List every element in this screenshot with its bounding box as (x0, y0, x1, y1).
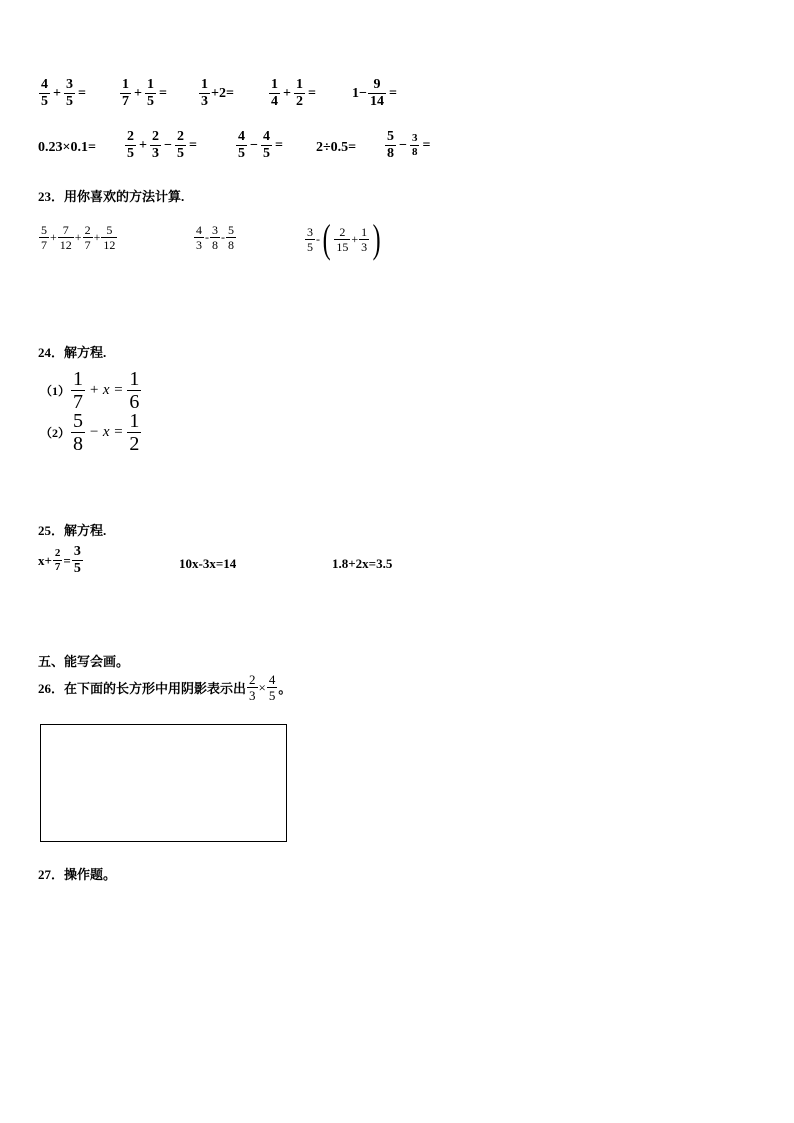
fraction: $\frac{1}{3}$ (201, 77, 208, 109)
fraction: $\frac{1}{3}$ (361, 224, 368, 254)
calc-item-8: $\frac{4}{5}$ − $\frac{4}{5}$ = (238, 129, 283, 161)
calc-item-2: $\frac{1}{7}$ + $\frac{1}{5}$ = (122, 77, 167, 109)
q25-equation-2: 10x-3x=14 (179, 556, 237, 571)
question-26-title: 26．在下面的长方形中用阴影表示出 $\frac{2}{3}$ × $\frac{4}{5}$ 。 (38, 672, 292, 703)
fraction: $\frac{4}{5}$ (262, 129, 270, 161)
q25-equation-1: x+ $\frac{2}{7}$ = $\frac{3}{5}$ (38, 544, 81, 576)
fraction: $\frac{5}{8}$ (387, 129, 394, 161)
fraction: $\frac{7}{12}$ (59, 223, 72, 252)
fraction: $\frac{2}{5}$ (176, 129, 184, 161)
fraction: $\frac{4}{3}$ (196, 223, 202, 252)
fraction: $\frac{4}{5}$ (268, 672, 276, 703)
calc-item-10: $\frac{5}{8}$ − $\frac{3}{8}$ = (387, 129, 431, 161)
fraction: $\frac{1}{2}$ (129, 410, 140, 455)
fraction: $\frac{5}{8}$ (73, 410, 84, 455)
fraction: $\frac{4}{5}$ (238, 129, 245, 161)
fraction: $\frac{1}{7}$ (73, 368, 84, 413)
question-27-title: 27．操作题。 (38, 867, 117, 882)
calc-item-7: $\frac{2}{5}$ + $\frac{2}{3}$ − $\frac{2}{5}$ = (127, 129, 197, 161)
fraction: $\frac{1}{6}$ (129, 368, 140, 413)
fraction: $\frac{1}{2}$ (295, 77, 303, 109)
fraction: $\frac{3}{8}$ (212, 223, 218, 252)
q23-expression-1: $\frac{5}{7}$ + $\frac{7}{12}$ + $\frac{2}{7}$ + $\frac{5}{12}$ (41, 223, 116, 252)
calc-item-9: 2÷0.5= (316, 140, 357, 155)
calc-item-4: $\frac{1}{4}$ + $\frac{1}{2}$ = (271, 77, 316, 109)
fraction: $\frac{3}{5}$ (73, 544, 81, 576)
fraction: $\frac{3}{8}$ (411, 132, 418, 158)
fraction: $\frac{1}{7}$ (122, 77, 129, 109)
drawing-rectangle[interactable] (40, 724, 287, 842)
fraction: $\frac{3}{5}$ (307, 224, 313, 254)
fraction: $\frac{2}{15}$ (336, 224, 349, 254)
calc-item-5: 1− $\frac{9}{14}$ = (352, 77, 397, 109)
q23-expression-3: $\frac{3}{5}$ - ( $\frac{2}{15}$ + $\frac{1}{3}$ ) (307, 216, 381, 261)
q23-expression-2: $\frac{4}{3}$ - $\frac{3}{8}$ - $\frac{5}{8}$ (196, 223, 234, 252)
fraction: $\frac{2}{3}$ (249, 672, 256, 703)
fraction: $\frac{1}{4}$ (271, 77, 278, 109)
q24-equation-1: （1） $\frac{1}{7}$ + x = $\frac{1}{6}$ (40, 368, 140, 413)
calc-item-3: $\frac{1}{3}$ +2= (201, 77, 234, 109)
q24-equation-2: （2） $\frac{5}{8}$ − x = $\frac{1}{2}$ (40, 410, 140, 455)
question-23-title: 23．用你喜欢的方法计算. (38, 189, 185, 204)
calc-item-6: 0.23×0.1= (38, 140, 96, 155)
fraction: $\frac{2}{7}$ (54, 547, 61, 573)
fraction: $\frac{5}{8}$ (228, 223, 234, 252)
fraction: $\frac{5}{12}$ (103, 223, 116, 252)
fraction: $\frac{1}{5}$ (146, 77, 154, 109)
fraction: $\frac{3}{5}$ (65, 77, 73, 109)
fraction: $\frac{2}{7}$ (84, 223, 91, 252)
fraction: $\frac{4}{5}$ (41, 77, 48, 109)
fraction: $\frac{2}{3}$ (151, 129, 159, 161)
fraction: $\frac{5}{7}$ (41, 223, 47, 252)
fraction: $\frac{9}{14}$ (369, 77, 384, 109)
section-5-title: 五、能写会画。 (38, 654, 130, 669)
question-24-title: 24．解方程. (38, 345, 107, 360)
question-25-title: 25．解方程. (38, 523, 107, 538)
calc-item-1: $\frac{4}{5}$ + $\frac{3}{5}$ = (41, 77, 86, 109)
q25-equation-3: 1.8+2x=3.5 (332, 556, 393, 571)
fraction: $\frac{2}{5}$ (127, 129, 134, 161)
